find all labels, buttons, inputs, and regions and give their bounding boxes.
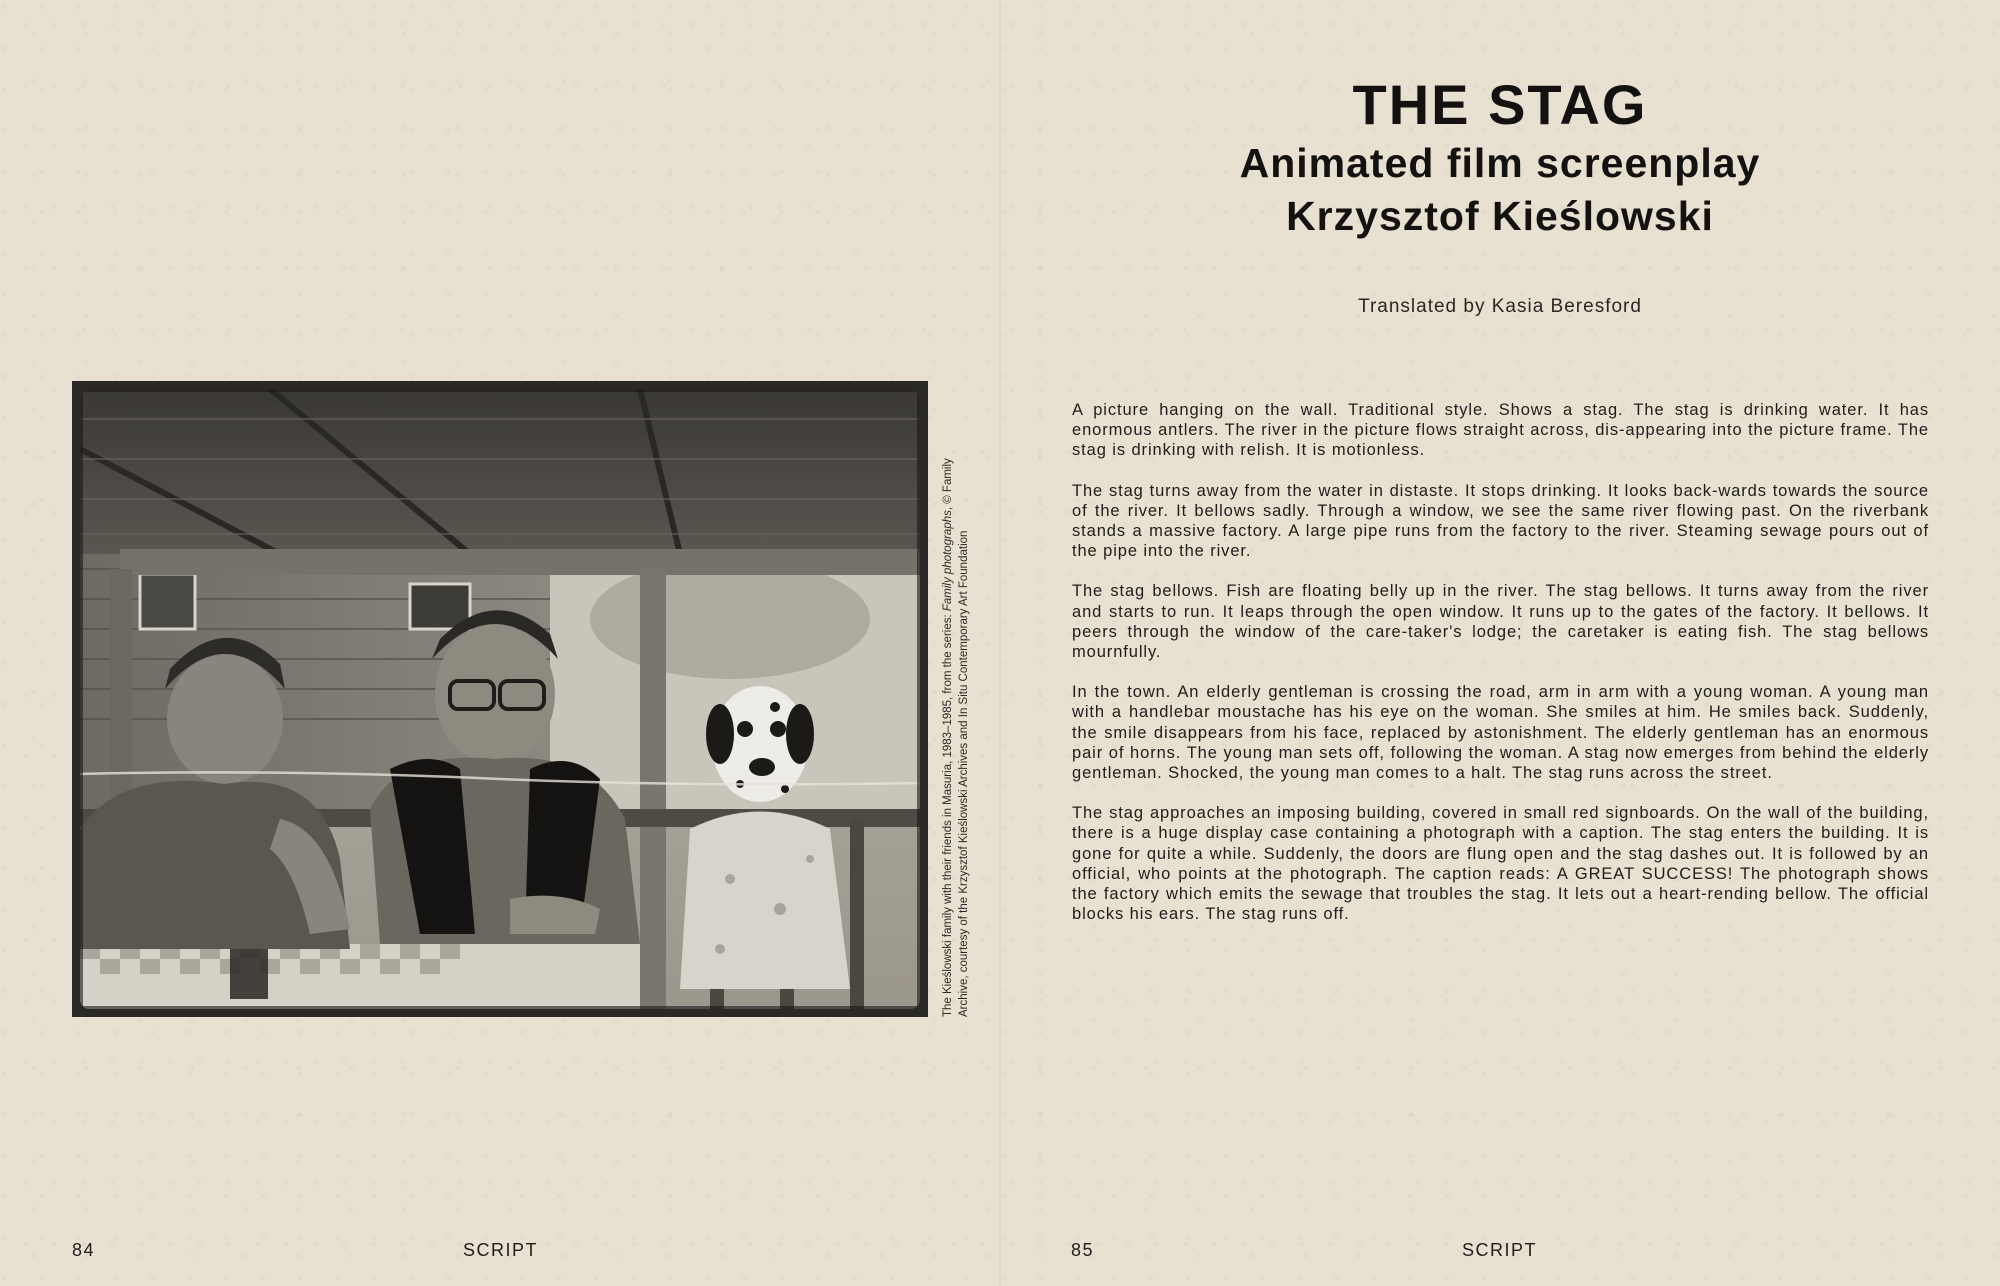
translator-credit: Translated by Kasia Beresford (1358, 296, 1642, 317)
page-number-left: 84 (72, 1240, 96, 1260)
family-photograph (72, 381, 928, 1017)
photo-caption (940, 381, 980, 1017)
photo-caption-line-1 (940, 381, 956, 1017)
body-paragraph: A picture hanging on the wall. Traditional style. Shows a stag. The stag is drinking water. It has enormous antlers. The river in the picture flows straight across, dis-appearing into the picture frame. The stag is drinking with relish. It is motionless. (1072, 401, 1929, 460)
screenplay-body (1072, 400, 1929, 944)
running-head-right: SCRIPT (1462, 1240, 1538, 1260)
spread-gutter (999, 0, 1001, 1286)
body-paragraph: In the town. An elderly gentleman is crossing the road, arm in arm with a young woman. A young man with a handlebar moustache has his eye on the woman. She smiles at him. He smiles back. Suddenly, the smile disappears from his face, replaced by astonishment. The elderly gentleman has an enormous pair of horns. The young man sets off, following the woman. A stag now emerges from behind the elderly gentleman. Shocked, the young man comes to a halt. The stag runs across the street. (1072, 683, 1929, 783)
body-paragraph: The stag bellows. Fish are floating belly up in the river. The stag bellows. It turns away from the river and starts to run. It leaps through the open window. It runs up to the gates of the factory. It bellows. It peers through the window of the care-taker's lodge; the caretaker is eating fish. The stag bellows mournfully. (1072, 582, 1929, 662)
photo-caption-copyright: , © Family (942, 458, 954, 511)
screenplay-title: THE STAG (1352, 73, 1648, 136)
running-head-left: SCRIPT (463, 1240, 539, 1260)
photo-caption-series-title: Family photographs (942, 510, 954, 612)
photo-caption-text: The Kieślowski family with their friends in Masuria, 1983–1985, from the series: (942, 611, 954, 1017)
photo-caption-line-2: Archive, courtesy of the Krzysztof Kieślowski Archives and In Situ Contemporary Art Foundation (958, 530, 970, 1017)
author-name: Krzysztof Kieślowski (1286, 193, 1714, 239)
body-paragraph: The stag approaches an imposing building, covered in small red signboards. On the wall of the building, there is a huge display case containing a photograph with a caption. The stag enters the building. It is gone for quite a while. Suddenly, the doors are flung open and the stag dashes out. It is followed by an official, who points at the photograph. The caption reads: A GREAT SUCCESS! The photograph shows the factory which emits the sewage that troubles the stag. It lets out a heart-rending bellow. The official blocks his ears. The stag runs off. (1072, 804, 1929, 924)
screenplay-subtitle: Animated film screenplay (1239, 140, 1761, 186)
photograph-image (80, 389, 920, 1009)
page-number-right: 85 (1071, 1240, 1095, 1260)
body-paragraph: The stag turns away from the water in distaste. It stops drinking. It looks back-wards towards the source of the river. It bellows sadly. Through a window, we see the same river flowing past. On the riverbank stands a massive factory. A large pipe runs from the factory to the river. Steaming sewage pours out of the pipe into the river. (1072, 481, 1929, 561)
